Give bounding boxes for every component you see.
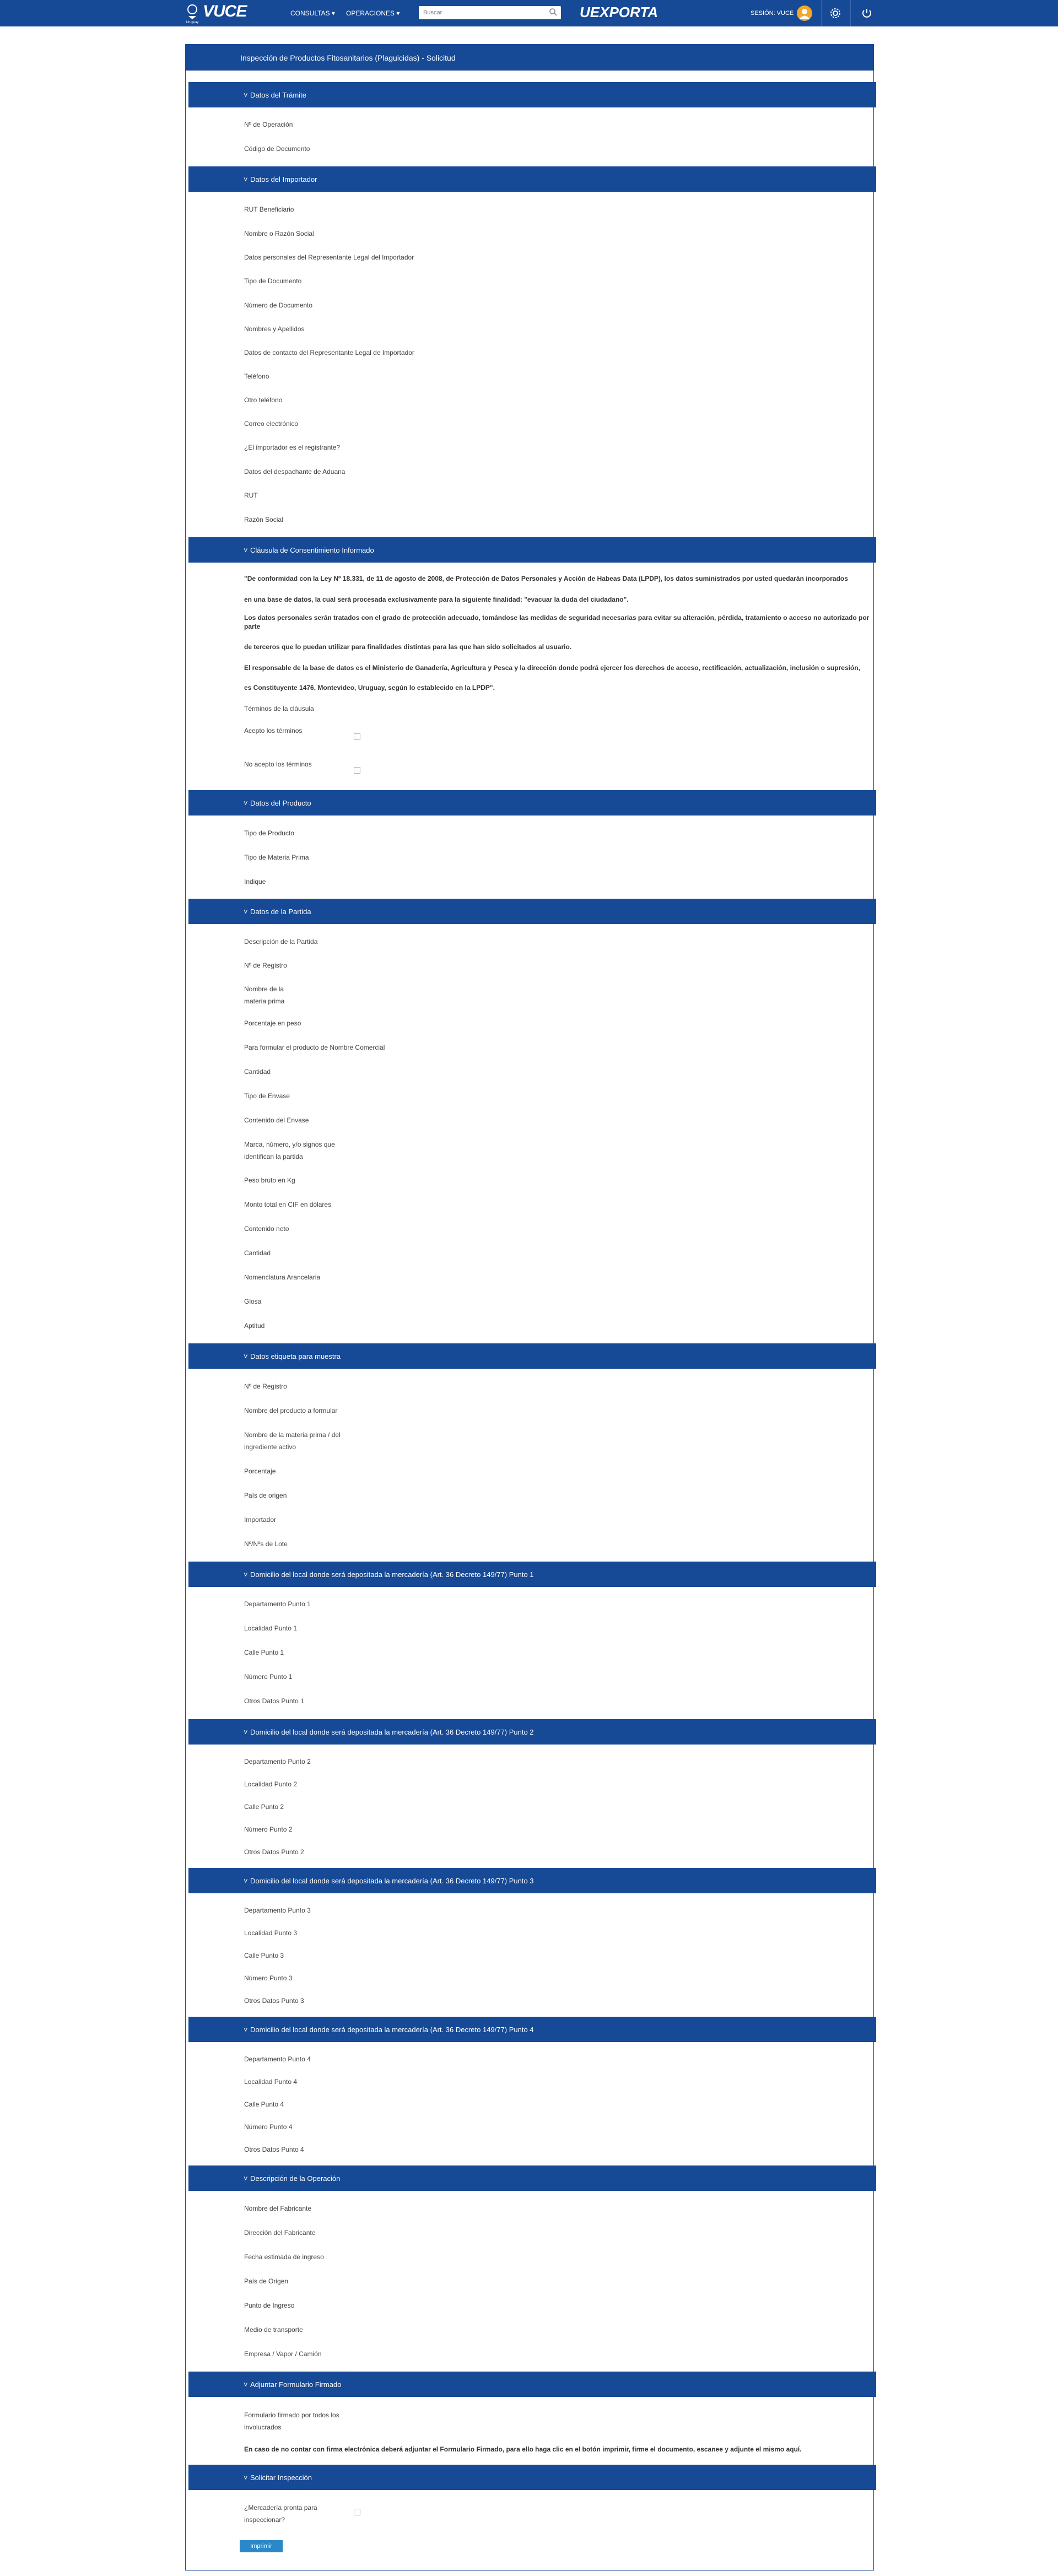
field-label: Datos de contacto del Representante Legal de Importador [244, 349, 414, 357]
chevron-down-icon: ˅ [244, 2380, 248, 2389]
field-label: RUT [244, 492, 258, 499]
field-label: ¿Mercadería pronta para inspeccionar? [244, 2504, 317, 2524]
field-label: Marca, número, y/o signos que identifican la partida [244, 1141, 335, 1160]
field-label: Empresa / Vapor / Camión [244, 2350, 322, 2358]
field-label: Otros Datos Punto 3 [244, 1997, 304, 2005]
field-label: Localidad Punto 2 [244, 1780, 298, 1788]
chevron-down-icon: ˅ [244, 2174, 248, 2183]
chevron-down-icon: ▾ [396, 9, 400, 17]
search-input[interactable] [419, 6, 549, 19]
field-label: Departamento Punto 1 [244, 1600, 311, 1608]
field-label: Monto total en CIF en dólares [244, 1201, 332, 1208]
field-label: ¿El importador es el registrante? [244, 444, 341, 451]
separator [850, 0, 851, 26]
section-header-inspeccion[interactable]: ˅ Solicitar Inspección [188, 2465, 876, 2490]
field-label: Indique [244, 878, 266, 885]
vuce-logo[interactable]: VUCE [203, 2, 247, 20]
section-header-domicilio-4[interactable]: ˅ Domicilio del local donde será depositada la mercadería (Art. 36 Decreto 149/77) Punto 4 [188, 2017, 876, 2042]
field-label: Tipo de Envase [244, 1092, 290, 1100]
search-box [419, 6, 561, 19]
clause-paragraph: es Constituyente 1476, Montevideo, Uruguay, según lo establecido en la LPDP". [244, 684, 495, 692]
field-label: Nomenclatura Arancelaria [244, 1273, 321, 1281]
field-label: Departamento Punto 3 [244, 1907, 311, 1914]
field-label: Contenido neto [244, 1225, 289, 1233]
chevron-down-icon: ▾ [331, 9, 335, 17]
field-label: Otro teléfono [244, 396, 283, 404]
field-label: Nombre de la materia prima [244, 985, 285, 1005]
field-label: Porcentaje en peso [244, 1019, 301, 1027]
page-title: Inspección de Productos Fitosanitarios (Plaguicidas) - Solicitud [185, 44, 874, 71]
field-label: Otros Datos Punto 1 [244, 1697, 304, 1705]
field-label: Fecha estimada de ingreso [244, 2253, 324, 2261]
section-header-importador[interactable]: ˅ Datos del Importador [188, 166, 876, 192]
field-label: Calle Punto 4 [244, 2100, 284, 2108]
field-label: Para formular el producto de Nombre Comercial [244, 1044, 385, 1051]
field-label: Porcentaje [244, 1467, 276, 1475]
section-header-operacion[interactable]: ˅ Descripción de la Operación [188, 2165, 876, 2191]
field-label: Descripción de la Partida [244, 938, 318, 946]
nav-operaciones[interactable]: OPERACIONES ▾ [346, 9, 400, 17]
field-label: Nombre de la materia prima / del ingrediente activo [244, 1431, 341, 1451]
chevron-down-icon: ˅ [244, 799, 248, 807]
field-label: RUT Beneficiario [244, 206, 294, 213]
svg-text:Uruguay: Uruguay [186, 21, 199, 24]
chevron-down-icon: ˅ [244, 546, 248, 554]
field-label: Importador [244, 1516, 277, 1524]
field-label: Otros Datos Punto 4 [244, 2146, 304, 2153]
reject-terms-label: No acepto los términos [244, 760, 312, 768]
clause-paragraph: El responsable de la base de datos es el Ministerio de Ganadería, Agricultura y Pesca y la dirección donde podrá ejercer los derechos de acceso, rectificación, actualización, inclusión o supresión, [244, 664, 860, 672]
field-label: Tipo de Materia Prima [244, 854, 309, 861]
field-label: Contenido del Envase [244, 1116, 309, 1124]
field-label: Nº de Registro [244, 1382, 287, 1390]
field-label: Número Punto 1 [244, 1673, 293, 1681]
field-label: Número Punto 2 [244, 1826, 293, 1833]
clause-paragraph: en una base de datos, la cual será procesada exclusivamente para la siguiente finalidad: "evacuar la duda del ciudadano". [244, 596, 629, 603]
section-header-clausula[interactable]: ˅ Cláusula de Consentimiento Informado [188, 537, 876, 563]
field-label: Número Punto 4 [244, 2123, 293, 2131]
field-label: Calle Punto 1 [244, 1649, 284, 1656]
field-label: Nombre del producto a formular [244, 1407, 338, 1414]
field-label: País de Origen [244, 2277, 289, 2285]
field-label: Términos de la cláusula [244, 705, 314, 712]
section-header-domicilio-3[interactable]: ˅ Domicilio del local donde será depositada la mercadería (Art. 36 Decreto 149/77) Punto 3 [188, 1868, 876, 1893]
field-label: Datos personales del Representante Legal del Importador [244, 253, 414, 261]
field-label: Nombres y Apellidos [244, 325, 305, 333]
field-label: Calle Punto 3 [244, 1952, 284, 1959]
field-label: Cantidad [244, 1068, 271, 1076]
chevron-down-icon: ˅ [244, 2474, 248, 2482]
field-label: Dirección del Fabricante [244, 2229, 316, 2237]
section-header-domicilio-2[interactable]: ˅ Domicilio del local donde será depositada la mercadería (Art. 36 Decreto 149/77) Punto 2 [188, 1719, 876, 1745]
uruguay-exporta-logo: UEXPORTA [580, 4, 658, 20]
accept-terms-label: Acepto los términos [244, 727, 303, 735]
field-label: Teléfono [244, 372, 269, 380]
field-label: Número de Documento [244, 301, 313, 309]
avatar[interactable] [797, 6, 812, 21]
field-label: Formulario firmado por todos los involucrados [244, 2411, 339, 2431]
field-label: Tipo de Documento [244, 277, 302, 285]
field-label: Código de Documento [244, 145, 310, 153]
clause-paragraph: Los datos personales serán tratados con el grado de protección adecuado, tomándose las medidas de seguridad necesarias para evitar su alteración, pérdida, tratamiento o acceso no autorizado por parte [244, 614, 870, 630]
section-header-etiqueta[interactable]: ˅ Datos etiqueta para muestra [188, 1343, 876, 1369]
separator [821, 0, 822, 26]
chevron-down-icon: ˅ [244, 1728, 248, 1736]
field-label: Correo electrónico [244, 420, 299, 428]
section-header-adjuntar[interactable]: ˅ Adjuntar Formulario Firmado [188, 2372, 876, 2397]
session-label: SESIÓN: VUCE [751, 10, 794, 17]
section-header-tramite[interactable]: ˅ Datos del Trámite [188, 82, 876, 107]
field-label: Localidad Punto 4 [244, 2078, 298, 2086]
inspection-ready-checkbox[interactable] [354, 2509, 360, 2515]
section-header-partida[interactable]: ˅ Datos de la Partida [188, 899, 876, 924]
field-label: Glosa [244, 1298, 262, 1305]
field-label: Razón Social [244, 516, 283, 523]
field-label: Calle Punto 2 [244, 1803, 284, 1811]
reject-terms-checkbox[interactable] [354, 767, 360, 774]
nav-consultas[interactable]: CONSULTAS ▾ [290, 9, 335, 17]
field-label: Departamento Punto 4 [244, 2055, 311, 2063]
field-label: Número Punto 3 [244, 1974, 293, 1982]
power-icon[interactable] [861, 7, 873, 22]
accept-terms-checkbox[interactable] [354, 733, 360, 740]
clause-paragraph: "De conformidad con la Ley Nº 18.331, de 11 de agosto de 2008, de Protección de Datos Personales y Acción de Habeas Data (LPDP), los datos suministrados por usted quedarán incorporados [244, 575, 848, 582]
field-label: Nº de Operación [244, 121, 293, 128]
field-label: Medio de transporte [244, 2326, 303, 2334]
field-label: Punto de Ingreso [244, 2302, 295, 2309]
uruguay-emblem-icon [185, 3, 199, 24]
field-label: Nombre o Razón Social [244, 230, 314, 237]
gear-icon[interactable] [829, 7, 841, 22]
field-label: Datos del despachante de Aduana [244, 468, 346, 476]
section-header-producto[interactable]: ˅ Datos del Producto [188, 790, 876, 816]
search-icon[interactable] [549, 8, 558, 19]
field-label: Tipo de Producto [244, 829, 294, 837]
chevron-down-icon: ˅ [244, 1352, 248, 1360]
print-button[interactable]: Imprimir [240, 2540, 283, 2552]
clause-paragraph: de terceros que lo puedan utilizar para finalidades distintas para las que han sido solicitados al usuario. [244, 643, 572, 651]
chevron-down-icon: ˅ [244, 175, 248, 183]
field-label: Localidad Punto 3 [244, 1929, 298, 1937]
chevron-down-icon: ˅ [244, 2026, 248, 2034]
chevron-down-icon: ˅ [244, 908, 248, 916]
section-header-domicilio-1[interactable]: ˅ Domicilio del local donde será depositada la mercadería (Art. 36 Decreto 149/77) Punto 1 [188, 1562, 876, 1587]
chevron-down-icon: ˅ [244, 1570, 248, 1579]
field-label: País de origen [244, 1492, 287, 1499]
field-label: Departamento Punto 2 [244, 1758, 311, 1765]
field-label: Localidad Punto 1 [244, 1624, 298, 1632]
signed-form-note: En caso de no contar con firma electrónica deberá adjuntar el Formulario Firmado, para ello haga clic en el botón imprimir, firme el documento, escanee y adjunte el mismo aquí. [244, 2445, 802, 2453]
field-label: Peso bruto en Kg [244, 1176, 295, 1184]
chevron-down-icon: ˅ [244, 1877, 248, 1885]
field-label: Aptitud [244, 1322, 265, 1330]
field-label: Otros Datos Punto 2 [244, 1848, 304, 1856]
top-navigation-bar [0, 0, 1058, 26]
chevron-down-icon: ˅ [244, 91, 248, 99]
field-label: Nº de Registro [244, 962, 287, 969]
field-label: Nº/Nºs de Lote [244, 1540, 288, 1548]
field-label: Nombre del Fabricante [244, 2205, 312, 2212]
field-label: Cantidad [244, 1249, 271, 1257]
